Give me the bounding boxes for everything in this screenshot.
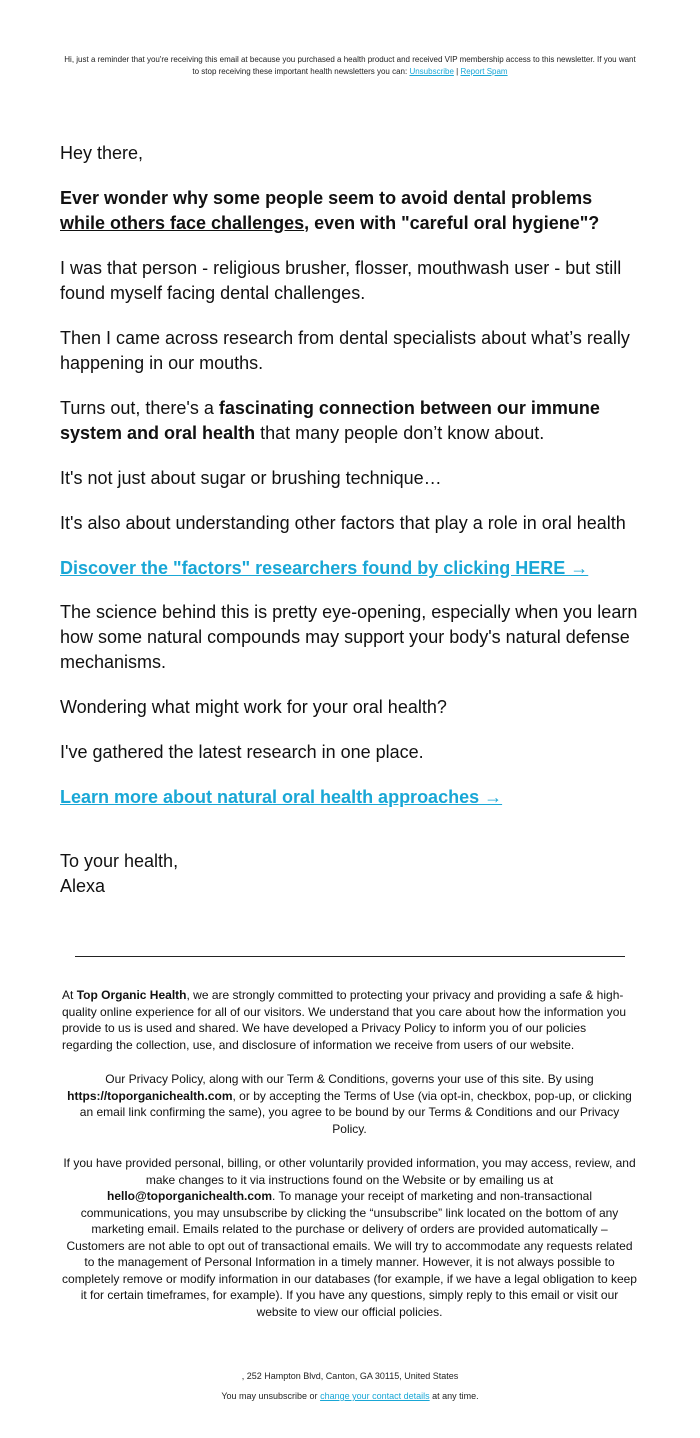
headline-part1: Ever wonder why some people seem to avoid dental problems [60,188,593,208]
paragraph-7: Wondering what might work for your oral health? [60,697,447,717]
paragraph-8: I've gathered the latest research in one place. [60,742,424,762]
signoff-block [60,849,178,899]
f2-post: , or by accepting the Terms of Use (via opt-in, checkbox, pop-up, or clicking an email link confirming the same), you agree to be bound by our Terms & Conditions and our Privacy Policy. [79,1088,632,1136]
f3-post: . To manage your receipt of marketing and non-transactional communications, you may unsubscribe by clicking the “unsubscribe” link located on the bottom of any marketing email. Emails related to the purchase or delivery of orders are provided automatically – Customers are not able to opt out of transactional emails. We will try to accommodate any requests related to the management of Personal Information in a timely manner. However, it is not always possible to completely remove or modify information in our databases (for example, if we have a legal obligation to keep it for certain timeframes, for example). If you have any questions, simply reply to this email or visit our website to view our official policies. [62,1189,637,1319]
privacy-paragraph-1 [62,987,637,1053]
cta-1 [60,556,645,581]
top-notice [60,54,640,78]
paragraph-3-pre: Turns out, there's a [60,398,214,418]
report-spam-link[interactable]: Report Spam [460,67,508,76]
learn-more-link[interactable]: Learn more about natural oral health approaches → [60,787,503,807]
paragraph-2: Then I came across research from dental specialists about what’s really happening in our mouths. [60,328,630,373]
f3-pre: If you have provided personal, billing, or other voluntarily provided information, you may access, review, and make changes to it via instructions found on the Website or by emailing us at [63,1156,636,1187]
headline-part2: , even with "careful oral hygiene"? [304,213,600,233]
paragraph-5: It's also about understanding other factors that play a role in oral health [60,513,626,533]
website-url: https://toporganichealth.com [67,1088,233,1103]
signature: Alexa [60,876,106,896]
headline-underlined: while others face challenges [60,213,305,233]
greeting: Hey there, [60,143,144,163]
paragraph-3 [60,396,645,446]
paragraph-3-bold: fascinating connection between our immune system and oral health [60,398,600,443]
unsubscribe-link[interactable]: Unsubscribe [409,67,454,76]
paragraph-3-post: that many people don’t know about. [260,423,545,443]
paragraph-4: It's not just about sugar or brushing technique… [60,468,442,488]
f1-post: , we are strongly committed to protecting your privacy and providing a safe & high-quality online experience for all of our visitors. We understand that you care about how the information you provide to us is used and shared. We have developed a Privacy Policy to inform you of our policies regarding the collection, use, and disclosure of information we receive from users of our website. [62,988,627,1052]
divider [75,956,625,957]
discover-factors-link[interactable]: Discover the "factors" researchers found by clicking HERE → [60,558,589,578]
company-name: Top Organic Health [76,988,187,1002]
change-contact-details-link[interactable]: change your contact details [320,1391,430,1401]
paragraph-1: I was that person - religious brusher, flosser, mouthwash user - but still found myself facing dental challenges. [60,258,622,303]
privacy-paragraph-3 [62,1155,637,1320]
privacy-paragraph-2 [62,1071,637,1137]
paragraph-6: The science behind this is pretty eye-opening, especially when you learn how some natural compounds may support your body's natural defense mechanisms. [60,602,638,672]
separator: | [456,67,459,76]
signoff: To your health, [60,851,179,871]
contact-email: hello@toporganichealth.com [106,1189,273,1203]
f2-pre: Our Privacy Policy, along with our Term & Conditions, governs your use of this site. By using [105,1072,594,1086]
unsubscribe-line [0,1390,700,1402]
unsub-post: at any time. [432,1391,479,1401]
top-notice-text: Hi, just a reminder that you're receiving this email at because you purchased a health product and received VIP membership access to this newsletter. If you want to stop receiving these important health newsletters you can: [64,55,636,76]
mailing-address: , 252 Hampton Blvd, Canton, GA 30115, United States [241,1371,459,1381]
cta-2 [60,785,645,810]
f1-pre: At [62,988,74,1002]
headline [60,186,599,236]
unsub-pre: You may unsubscribe or [221,1391,318,1401]
